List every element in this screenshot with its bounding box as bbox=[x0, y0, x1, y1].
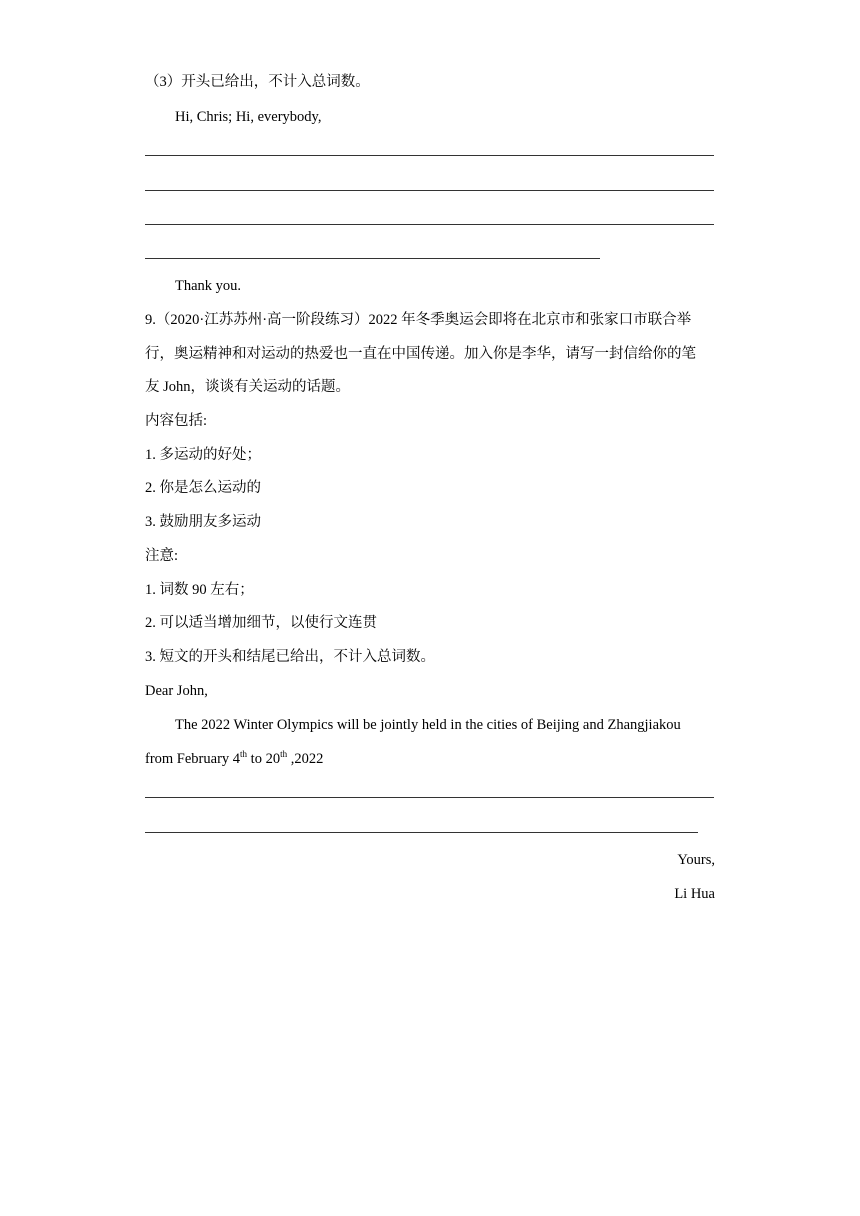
content-item: 1. 多运动的好处； bbox=[145, 447, 261, 463]
content-item: 3. 鼓励朋友多运动 bbox=[145, 514, 261, 530]
answer-line bbox=[145, 224, 714, 225]
notes-heading: 注意: bbox=[145, 548, 179, 564]
notes-item: 1. 词数 90 左右； bbox=[145, 582, 254, 598]
question-prompt-line: 行，奥运精神和对运动的热爱也一直在中国传递。加入你是李华，请写一封信给你的笔 bbox=[145, 346, 696, 362]
answer-line bbox=[145, 797, 714, 798]
letter-opening: Hi, Chris; Hi, everybody, bbox=[175, 109, 322, 125]
notes-item: 3. 短文的开头和结尾已给出，不计入总词数。 bbox=[145, 649, 435, 665]
content-heading: 内容包括: bbox=[145, 413, 208, 429]
notes-item: 2. 可以适当增加细节，以使行文连贯 bbox=[145, 615, 377, 631]
answer-line bbox=[145, 832, 698, 833]
signature: Li Hua bbox=[674, 886, 715, 902]
letter-body-line bbox=[145, 749, 323, 769]
ordinal-suffix: th bbox=[280, 749, 288, 760]
answer-line bbox=[145, 155, 714, 156]
letter-body-line: The 2022 Winter Olympics will be jointly held in the cities of Beijing and Zhangjiakou bbox=[175, 717, 681, 733]
content-item: 2. 你是怎么运动的 bbox=[145, 480, 261, 496]
body-text: to 20 bbox=[247, 751, 281, 767]
letter-closing: Thank you. bbox=[175, 278, 242, 294]
answer-line bbox=[145, 258, 600, 259]
question-prompt-line: 友 John，谈谈有关运动的话题。 bbox=[145, 379, 351, 395]
body-text: from February 4 bbox=[145, 751, 241, 767]
question-prompt-line: 9.（2020·江苏苏州·高一阶段练习）2022 年冬季奥运会即将在北京市和张家口市联合举 bbox=[145, 312, 692, 328]
signoff: Yours, bbox=[677, 852, 715, 868]
answer-line bbox=[145, 190, 714, 191]
body-text: ,2022 bbox=[287, 751, 324, 767]
ordinal-suffix: th bbox=[240, 749, 248, 760]
salutation: Dear John, bbox=[145, 683, 208, 699]
note-3: （3）开头已给出，不计入总词数。 bbox=[145, 74, 370, 90]
